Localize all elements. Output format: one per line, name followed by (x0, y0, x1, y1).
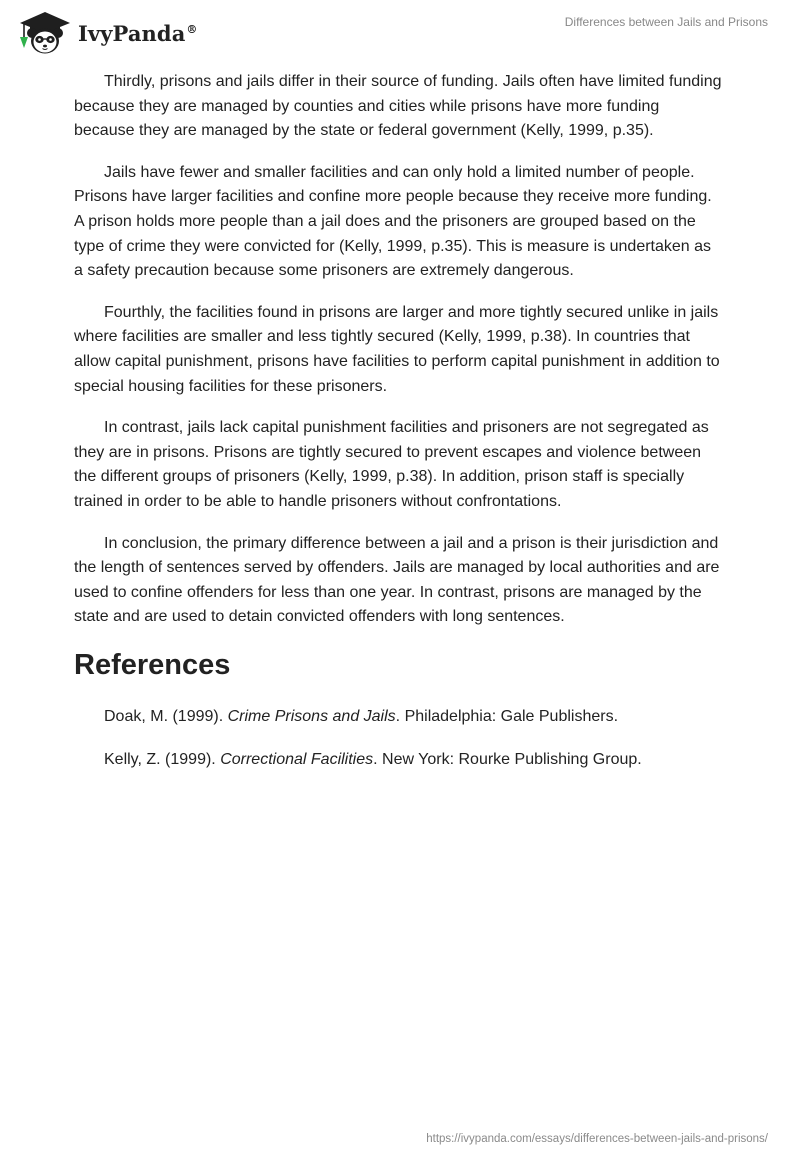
page-header (0, 0, 800, 60)
paragraph-funding: Thirdly, prisons and jails differ in their source of funding. Jails often have limited funding because they are managed by counties and cities while prisons have more funding because they are managed by the state or federal government (Kelly, 1999, p.35). (74, 73, 722, 140)
source-url[interactable]: https://ivypanda.com/essays/differences-between-jails-and-prisons/ (426, 1133, 768, 1145)
references-heading: References (74, 648, 231, 681)
panda-graduate-icon (14, 8, 74, 56)
reference-item: Kelly, Z. (1999). Correctional Facilities. New York: Rourke Publishing Group. (104, 750, 642, 768)
essay-body (74, 70, 724, 791)
logo-wordmark: IvyPanda® (78, 21, 198, 46)
document-title: Differences between Jails and Prisons (564, 15, 768, 29)
ivypanda-logo[interactable] (14, 8, 198, 56)
paragraph-contrast: In contrast, jails lack capital punishment facilities and prisoners are not segregated as they are in prisons. Prisons are tightly secured to prevent escapes and violence between the different groups of prisoners (Kelly, 1999, p.38). In addition, prison staff is specially trained in order to be able to handle prisoners without confrontations. (74, 419, 709, 510)
reference-title: Crime Prisons and Jails (227, 707, 396, 725)
paragraph-conclusion: In conclusion, the primary difference between a jail and a prison is their jurisdiction and the length of sentences served by offenders. Jails are managed by local authorities and are used to confine offenders for less than one year. In contrast, prisons are managed by the state and are used to detain convicted offenders with long sentences. (74, 534, 720, 626)
reference-item: Doak, M. (1999). Crime Prisons and Jails. Philadelphia: Gale Publishers. (104, 707, 619, 725)
reference-title: Correctional Facilities (220, 750, 374, 768)
paragraph-facilities-size: Jails have fewer and smaller facilities and can only hold a limited number of people. Prisons have larger facilities and confine more people because they receive more funding. A prison holds more people than a jail does and the prisoners are grouped based on the type of crime they were convicted for (Kelly, 1999, p.35). This is measure is undertaken as a safety precaution because some prisoners are extremely dangerous. (74, 163, 712, 280)
paragraph-security: Fourthly, the facilities found in prisons are larger and more tightly secured unlike in jails where facilities are smaller and less tightly secured (Kelly, 1999, p.38). In countries that allow capital punishment, prisons have facilities to perform capital punishment in addition to special housing facilities for these prisoners. (74, 303, 720, 395)
